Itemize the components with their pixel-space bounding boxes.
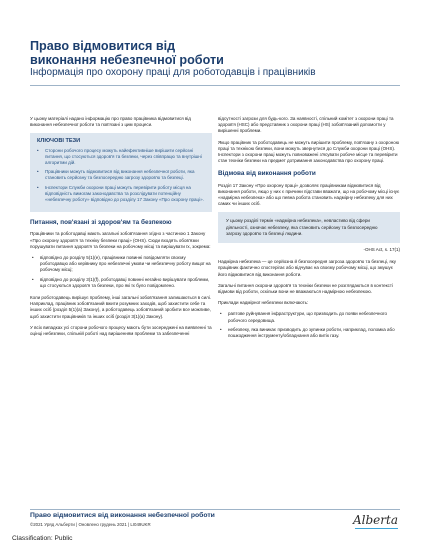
body-paragraph: У всіх випадках усі сторони робочого процесу мають бути зосереджені на виявленні та оцінці небезпеки, спільній роботі над вирішенням проблеми та забезпеченні xyxy=(30,324,212,337)
body-paragraph: Якщо працівник та роботодавець не можуть вирішити проблему, пов'язану з охороною праці та технікою безпеки, вони можуть звернутися до Служби охорони праці (OHS). Інспектори з охорони праці можуть повноважені з'ясувати робоче місце та перевірити стан техніки безпеки на предмет дотримання законодавства про охорону праці. xyxy=(218,139,400,164)
list-item: • відповідно до розділу 5(1)(e), працівники повинні повідомляти своєму роботодавцю або керівнику про небезпечні умови чи небезпечну роботу вищої на робочому місці; xyxy=(30,255,212,274)
section-heading-work-refusal: Відмова від виконання роботи xyxy=(218,170,316,178)
intro-paragraph: У цьому матеріалі надано інформацію про право працівника відмовитися від виконання небезпечної роботи та пов'язані з цим процеси. xyxy=(30,116,191,128)
definition-quote-box xyxy=(218,212,400,243)
body-paragraph: Коли роботодавець вирішує проблему, інші загальні зобов'язання залишаються в силі. Наприклад, працівник зобов'язаний вжити розумних заходів, щоб захистити себе та інших осіб (розділ 5(1)(a) Закону), а роботодавець зобов'язаний зробити все можливе, щоб захистити працівників та інших осіб (розділ 3(1)(a) Закону). xyxy=(30,295,212,319)
body-paragraph: Надмірна небезпека — це серйозна й безпосередня загроза здоров'ю та безпеці, яку працівник фактично спостерігає або відчуває на своєму робочому місці, що змушує його відмовитися від виконання роботи. xyxy=(218,259,397,277)
quote-text: У цьому розділі термін «надмірна небезпека», невластиво від сфери діяльності, означає небезпеку, яка становить серйозну та безпосередню загрозу здоров'ю та безпеці людини. xyxy=(226,218,378,236)
quote-citation: -OHS Act, s. 17(1) xyxy=(363,247,400,253)
page-subtitle: Інформація про охорону праці для роботодавців і працівників xyxy=(30,67,316,78)
footer-divider xyxy=(30,509,400,510)
body-paragraph: Приклади надмірної небезпеки включають: xyxy=(218,300,309,306)
list-item: • відповідно до розділу 3(1)(f), роботодавці повинні негайно вирішувати проблеми, що стосуються здоров'я та безпеки, про які їх було повідомлено. xyxy=(30,277,212,289)
page-title xyxy=(30,40,400,67)
header-divider xyxy=(30,85,400,86)
key-points-title: КЛЮЧОВІ ТЕЗИ xyxy=(37,138,81,145)
title-line-1: Право відмовитися від xyxy=(30,39,176,53)
title-line-2: виконання небезпечної роботи xyxy=(30,52,224,67)
list-item: • раптове руйнування інфраструктури, що призводить до появи небезпечного робочого середовища. xyxy=(218,311,400,323)
section-heading-health-safety: Питання, пов'язані зі здоров'ям та безпекою xyxy=(30,219,172,227)
classification-label: Classification: Public xyxy=(12,535,73,542)
body-paragraph: відсутності загрози для будь-кого. За наявності, спільний комітет з охорони праці та здоров'я (HSC) або представник з охорони праці (HS) зобов'язаний допомогти у вирішенні проблеми. xyxy=(218,116,394,134)
key-points-box xyxy=(30,133,212,212)
right-column xyxy=(218,116,400,342)
body-paragraph: Працівники та роботодавці мають загальні зобов'язання згідно з частиною 1 Закону «Про охорону здоров'я та техніку безпеки праці» (OHS). Сюди входять обов'язки порушувати питання здоров'я та безпеки на робочому місці та вирішувати їх, зокрема: xyxy=(30,231,211,249)
alberta-logo: Alberta xyxy=(353,513,398,527)
body-paragraph: Розділ 17 Закону «Про охорону праці» дозволяє працівникам відмовитися від виконання роботи, якщо у них є причини підстави вважати, що на робочому місці існує «надмірна небезпека» або що певна робота становить надмірну небезпеку для них самих чи інших осіб. xyxy=(218,182,400,207)
footer-title: Право відмовитися від виконання небезпечної роботи xyxy=(30,512,215,519)
footer-meta: ©2021 Уряд Альберти | Оновлено грудень 2021 | LI049UKR xyxy=(30,522,151,527)
body-paragraph: Загальні питання охорони здоров'я та техніки безпеки не розглядаються в контексті відмови від роботи, оскільки вони не вважаються надмірною небезпекою. xyxy=(218,282,393,295)
left-column xyxy=(30,116,212,342)
list-item: • небезпеку, яка виникає призводить до зупинки роботи, наприклад, поломка або пошкодження інструменту/обладнання або витік газу. xyxy=(218,327,400,339)
key-point: • Сторони робочого процесу можуть найефективніше вирішити серйозні питання, що стосуються здоров'я та безпеки, через співпрацю та внутрішні алгоритми дій. xyxy=(37,148,205,167)
key-point: • Інспектори Служби охорони праці можуть перевірити роботу місця на відповідність вимогам законодавства та розслідувати потенційну «небезпечну роботу» відповідно до розділу 17 Закону «Про охорону праці». xyxy=(37,185,205,204)
key-point: • Працівники можуть відмовитися від виконання небезпечної роботи, яка становить серйозну та безпосередню загрозу здоров'ю та безпеці. xyxy=(37,169,205,181)
